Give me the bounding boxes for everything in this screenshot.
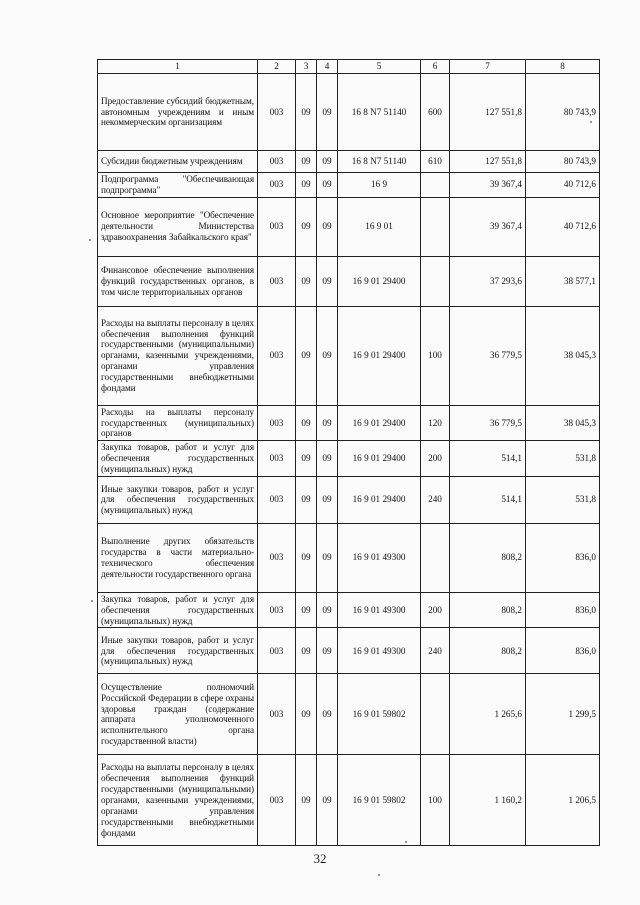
column-header-8: 8	[526, 60, 600, 74]
target-article-code: 16 9 01 59802	[338, 755, 421, 846]
section-code: 09	[296, 476, 317, 523]
admin-code: 003	[258, 173, 296, 198]
amount-year-1: 514,1	[450, 441, 526, 477]
admin-code: 003	[258, 441, 296, 477]
subsection-code: 09	[317, 151, 338, 173]
row-name: Основное мероприятие "Обеспечение деятельности Министерства здравоохранения Забайкальского края"	[98, 197, 258, 256]
row-name: Иные закупки товаров, работ и услуг для обеспечения государственных (муниципальных) нужд	[98, 628, 258, 674]
amount-year-2: 38 577,1	[526, 256, 600, 306]
section-code: 09	[296, 523, 317, 592]
amount-year-1: 808,2	[450, 628, 526, 674]
amount-year-1: 514,1	[450, 476, 526, 523]
target-article-code: 16 9 01 49300	[338, 628, 421, 674]
table-row	[98, 755, 600, 846]
row-name: Закупка товаров, работ и услуг для обеспечения государственных (муниципальных) нужд	[98, 592, 258, 628]
admin-code: 003	[258, 523, 296, 592]
amount-year-2: 836,0	[526, 592, 600, 628]
subsection-code: 09	[317, 674, 338, 755]
target-article-code: 16 9 01	[338, 197, 421, 256]
row-name: Субсидии бюджетным учреждениям	[98, 151, 258, 173]
admin-code: 003	[258, 74, 296, 151]
subsection-code: 09	[317, 523, 338, 592]
amount-year-2: 38 045,3	[526, 306, 600, 405]
subsection-code: 09	[317, 628, 338, 674]
row-name: Закупка товаров, работ и услуг для обеспечения государственных (муниципальных) нужд	[98, 441, 258, 477]
scan-speck	[590, 121, 592, 123]
row-name: Иные закупки товаров, работ и услуг для обеспечения государственных (муниципальных) нужд	[98, 476, 258, 523]
target-article-code: 16 9 01 29400	[338, 441, 421, 477]
table-row	[98, 256, 600, 306]
table-row	[98, 441, 600, 477]
table-row	[98, 74, 600, 151]
row-name: Расходы на выплаты персоналу государственных (муниципальных) органов	[98, 405, 258, 441]
expense-type-code: 240	[421, 628, 450, 674]
admin-code: 003	[258, 405, 296, 441]
target-article-code: 16 9 01 29400	[338, 256, 421, 306]
subsection-code: 09	[317, 74, 338, 151]
subsection-code: 09	[317, 173, 338, 198]
amount-year-1: 808,2	[450, 592, 526, 628]
table-header	[98, 60, 600, 74]
subsection-code: 09	[317, 476, 338, 523]
table-row	[98, 674, 600, 755]
amount-year-1: 1 160,2	[450, 755, 526, 846]
section-code: 09	[296, 405, 317, 441]
column-header-1: 1	[98, 60, 258, 74]
amount-year-1: 39 367,4	[450, 173, 526, 198]
expense-type-code: 120	[421, 405, 450, 441]
amount-year-2: 38 045,3	[526, 405, 600, 441]
subsection-code: 09	[317, 306, 338, 405]
table-row	[98, 405, 600, 441]
table-row	[98, 523, 600, 592]
table-row	[98, 197, 600, 256]
amount-year-1: 127 551,8	[450, 74, 526, 151]
table-row	[98, 306, 600, 405]
admin-code: 003	[258, 476, 296, 523]
admin-code: 003	[258, 256, 296, 306]
row-name: Расходы на выплаты персоналу в целях обеспечения выполнения функций государственными (муниципальными) органами, казенными учреждениями, органами управления государственными внебюджетными фондами	[98, 755, 258, 846]
amount-year-2: 1 206,5	[526, 755, 600, 846]
budget-table	[97, 59, 600, 846]
section-code: 09	[296, 674, 317, 755]
admin-code: 003	[258, 151, 296, 173]
amount-year-1: 808,2	[450, 523, 526, 592]
admin-code: 003	[258, 755, 296, 846]
scan-speck	[91, 600, 93, 602]
section-code: 09	[296, 74, 317, 151]
column-header-3: 3	[296, 60, 317, 74]
amount-year-2: 40 712,6	[526, 197, 600, 256]
admin-code: 003	[258, 628, 296, 674]
admin-code: 003	[258, 306, 296, 405]
target-article-code: 16 8 N7 51140	[338, 74, 421, 151]
section-code: 09	[296, 755, 317, 846]
subsection-code: 09	[317, 197, 338, 256]
amount-year-1: 127 551,8	[450, 151, 526, 173]
expense-type-code: 200	[421, 441, 450, 477]
admin-code: 003	[258, 197, 296, 256]
amount-year-2: 80 743,9	[526, 74, 600, 151]
amount-year-1: 36 779,5	[450, 405, 526, 441]
section-code: 09	[296, 151, 317, 173]
table-body	[98, 74, 600, 846]
expense-type-code	[421, 256, 450, 306]
section-code: 09	[296, 441, 317, 477]
table-row	[98, 628, 600, 674]
row-name: Расходы на выплаты персоналу в целях обеспечения выполнения функций государственными (муниципальными) органами, казенными учреждениями, органами управления государственными внебюджетными фондами	[98, 306, 258, 405]
target-article-code: 16 9 01 49300	[338, 523, 421, 592]
amount-year-2: 40 712,6	[526, 173, 600, 198]
subsection-code: 09	[317, 755, 338, 846]
expense-type-code	[421, 523, 450, 592]
expense-type-code: 610	[421, 151, 450, 173]
column-header-4: 4	[317, 60, 338, 74]
amount-year-2: 836,0	[526, 628, 600, 674]
admin-code: 003	[258, 592, 296, 628]
amount-year-1: 36 779,5	[450, 306, 526, 405]
column-header-7: 7	[450, 60, 526, 74]
target-article-code: 16 9 01 29400	[338, 306, 421, 405]
scan-speck	[378, 874, 380, 876]
row-name: Выполнение других обязательств государства в части материально-технического обеспечения деятельности государственного органа	[98, 523, 258, 592]
section-code: 09	[296, 256, 317, 306]
column-header-2: 2	[258, 60, 296, 74]
target-article-code: 16 9 01 49300	[338, 592, 421, 628]
row-name: Осуществление полномочий Российской Федерации в сфере охраны здоровья граждан (содержание аппарата уполномоченного исполнительного органа государственной власти)	[98, 674, 258, 755]
amount-year-2: 531,8	[526, 476, 600, 523]
table-row	[98, 173, 600, 198]
target-article-code: 16 8 N7 51140	[338, 151, 421, 173]
row-name: Финансовое обеспечение выполнения функций государственных органов, в том числе территориальных органов	[98, 256, 258, 306]
subsection-code: 09	[317, 441, 338, 477]
row-name: Предоставление субсидий бюджетным, автономным учреждениям и иным некоммерческим организациям	[98, 74, 258, 151]
expense-type-code: 200	[421, 592, 450, 628]
expense-type-code	[421, 674, 450, 755]
amount-year-1: 37 293,6	[450, 256, 526, 306]
page-number: 32	[313, 851, 327, 866]
subsection-code: 09	[317, 256, 338, 306]
scan-speck	[89, 239, 91, 241]
admin-code: 003	[258, 674, 296, 755]
amount-year-2: 531,8	[526, 441, 600, 477]
section-code: 09	[296, 306, 317, 405]
scan-speck	[405, 841, 407, 843]
header-row	[98, 60, 600, 74]
target-article-code: 16 9 01 59802	[338, 674, 421, 755]
subsection-code: 09	[317, 405, 338, 441]
table-row	[98, 592, 600, 628]
amount-year-2: 80 743,9	[526, 151, 600, 173]
table-row	[98, 476, 600, 523]
expense-type-code: 240	[421, 476, 450, 523]
target-article-code: 16 9 01 29400	[338, 476, 421, 523]
expense-type-code	[421, 173, 450, 198]
row-name: Подпрограмма "Обеспечивающая подпрограмма"	[98, 173, 258, 198]
expense-type-code: 100	[421, 306, 450, 405]
amount-year-1: 39 367,4	[450, 197, 526, 256]
amount-year-2: 1 299,5	[526, 674, 600, 755]
expense-type-code: 100	[421, 755, 450, 846]
section-code: 09	[296, 592, 317, 628]
table-row	[98, 151, 600, 173]
subsection-code: 09	[317, 592, 338, 628]
expense-type-code	[421, 197, 450, 256]
expense-type-code: 600	[421, 74, 450, 151]
amount-year-1: 1 265,6	[450, 674, 526, 755]
section-code: 09	[296, 628, 317, 674]
section-code: 09	[296, 173, 317, 198]
column-header-6: 6	[421, 60, 450, 74]
amount-year-2: 836,0	[526, 523, 600, 592]
column-header-5: 5	[338, 60, 421, 74]
section-code: 09	[296, 197, 317, 256]
target-article-code: 16 9 01 29400	[338, 405, 421, 441]
target-article-code: 16 9	[338, 173, 421, 198]
